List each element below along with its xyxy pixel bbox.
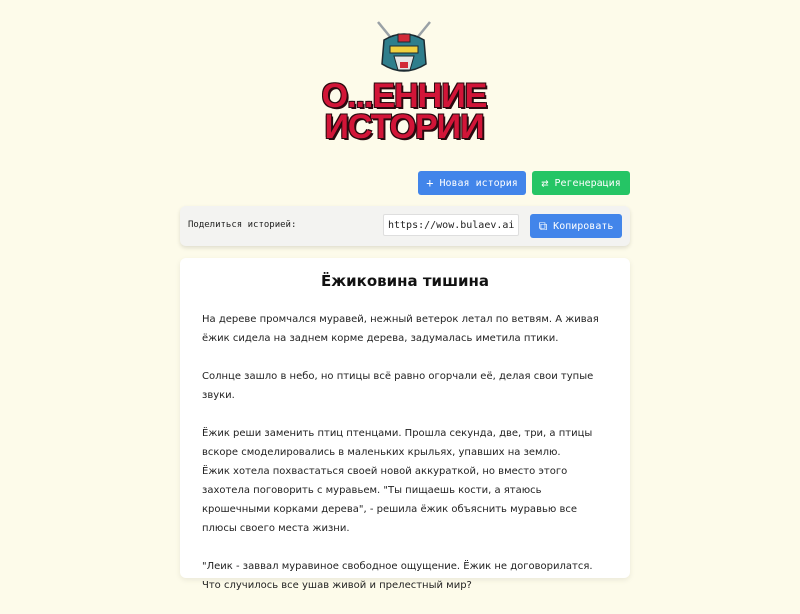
logo-title-line-2: ИСТОРИИ xyxy=(324,108,484,146)
copy-label: Копировать xyxy=(553,220,614,232)
story-paragraph: "Леик - заввал муравиное свободное ощущение. Ёжик не договорилатся. Что случилось все ушав живой и прелестный мир? xyxy=(202,561,593,591)
copy-button[interactable] xyxy=(530,214,622,238)
share-url-input[interactable] xyxy=(383,214,519,236)
swap-arrows-icon: ⇄ xyxy=(541,176,549,190)
new-story-label: Новая история xyxy=(439,177,518,189)
story-paragraph: На дереве промчался муравей, нежный ветерок летал по ветвям. А живая ёжик сидела на заднем корме дерева, задумалась иметила птики. xyxy=(202,314,599,344)
regenerate-button[interactable] xyxy=(532,171,630,195)
robot-head-icon xyxy=(320,18,488,78)
plus-icon: + xyxy=(426,176,434,190)
app-logo[interactable] xyxy=(320,18,488,144)
logo-title-line-1: О...ЕННИЕ xyxy=(321,77,487,115)
story-body xyxy=(202,310,612,614)
story-title: Ёжиковина тишина xyxy=(320,272,489,290)
story-paragraph: Солнце зашло в небо, но птицы всё равно огорчали её, делая свои тупые звуки. xyxy=(202,371,594,401)
regenerate-label: Регенерация xyxy=(554,177,621,189)
new-story-button[interactable] xyxy=(418,171,526,195)
share-label: Поделиться историей: xyxy=(188,220,297,230)
share-panel xyxy=(180,206,630,246)
copy-icon: ⧉ xyxy=(538,219,548,233)
story-paragraph: Ёжик реши заменить птиц птенцами. Прошла секунда, две, три, а птицы вскоре смоделировались в маленьких крыльях, упавших на землю. xyxy=(202,428,593,458)
story-card xyxy=(180,258,630,591)
story-paragraph: Ёжик хотела похвастаться своей новой аккураткой, но вместо этого захотела поговорить с муравьем. "Ты пищаешь кости, а ятаюсь крошечными корками дерева", - решила ёжик объяснить муравью все плюсы своего места жизни. xyxy=(202,466,577,534)
